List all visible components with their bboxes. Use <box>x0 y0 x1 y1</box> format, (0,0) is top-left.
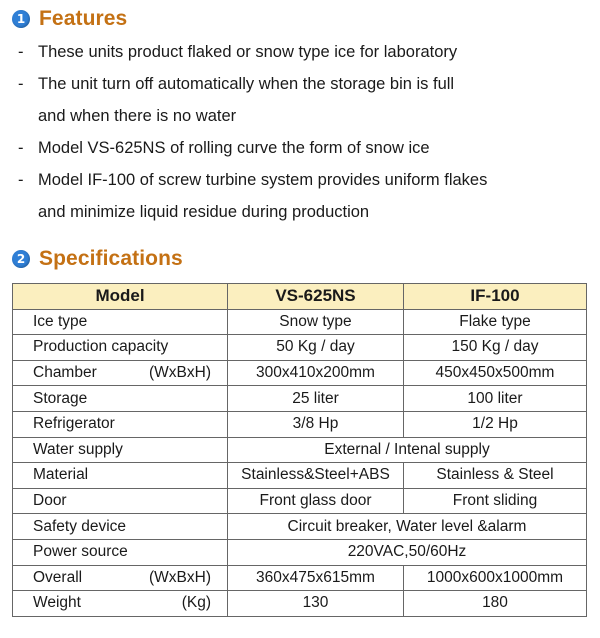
row-label-unit: (WxBxH) <box>149 364 211 382</box>
row-label: Refrigerator <box>13 411 228 437</box>
cell-if-100: 450x450x500mm <box>404 360 587 386</box>
cell-if-100: Front sliding <box>404 488 587 514</box>
list-item <box>18 132 593 164</box>
header-vs-625ns: VS-625NS <box>228 284 404 310</box>
row-label-text: Chamber <box>33 364 97 382</box>
cell-vs-625ns: 360x475x615mm <box>228 565 404 591</box>
cell-if-100: Flake type <box>404 309 587 335</box>
specifications-table <box>12 283 587 617</box>
feature-text-continued: and minimize liquid residue during production <box>38 203 370 221</box>
table-row <box>13 514 587 540</box>
bullet-dash: - <box>18 75 24 93</box>
table-row <box>13 309 587 335</box>
list-item <box>18 36 593 68</box>
features-heading <box>12 5 127 33</box>
row-label-unit: (Kg) <box>181 594 211 612</box>
table-row <box>13 463 587 489</box>
cell-shared: Circuit breaker, Water level &alarm <box>228 514 587 540</box>
row-label: Door <box>13 488 228 514</box>
row-label <box>13 591 228 617</box>
table-row <box>13 591 587 617</box>
cell-vs-625ns: 25 liter <box>228 386 404 412</box>
row-label: Ice type <box>13 309 228 335</box>
header-if-100: IF-100 <box>404 284 587 310</box>
feature-text: Model IF-100 of screw turbine system provides uniform flakes <box>38 171 488 189</box>
cell-vs-625ns: Snow type <box>228 309 404 335</box>
table-row <box>13 539 587 565</box>
cell-shared: External / Intenal supply <box>228 437 587 463</box>
bullet-dash: - <box>18 171 24 189</box>
cell-if-100: 1000x600x1000mm <box>404 565 587 591</box>
cell-shared: 220VAC,50/60Hz <box>228 539 587 565</box>
table-row <box>13 488 587 514</box>
specifications-heading <box>12 245 183 273</box>
table-row <box>13 386 587 412</box>
table-row <box>13 360 587 386</box>
row-label-unit: (WxBxH) <box>149 568 211 586</box>
list-item <box>18 164 593 228</box>
number-two-icon: 2 <box>12 250 30 268</box>
row-label <box>13 360 228 386</box>
cell-if-100: 180 <box>404 591 587 617</box>
row-label: Power source <box>13 539 228 565</box>
cell-vs-625ns: 130 <box>228 591 404 617</box>
row-label: Water supply <box>13 437 228 463</box>
feature-text: Model VS-625NS of rolling curve the form of snow ice <box>38 139 430 157</box>
row-label: Material <box>13 463 228 489</box>
row-label: Storage <box>13 386 228 412</box>
feature-text: The unit turn off automatically when the storage bin is full <box>38 75 455 93</box>
specifications-title: Specifications <box>39 247 183 270</box>
row-label <box>13 565 228 591</box>
bullet-dash: - <box>18 43 24 61</box>
cell-vs-625ns: 50 Kg / day <box>228 335 404 361</box>
table-row <box>13 437 587 463</box>
table-row <box>13 565 587 591</box>
feature-text: These units product flaked or snow type ice for laboratory <box>38 43 458 61</box>
feature-text-continued: and when there is no water <box>38 107 237 125</box>
cell-if-100: 1/2 Hp <box>404 411 587 437</box>
header-model: Model <box>13 284 228 310</box>
table-row <box>13 411 587 437</box>
row-label: Safety device <box>13 514 228 540</box>
features-title: Features <box>39 7 128 30</box>
row-label-text: Overall <box>33 568 83 586</box>
cell-vs-625ns: Front glass door <box>228 488 404 514</box>
number-one-icon: 1 <box>12 10 30 28</box>
table-row <box>13 335 587 361</box>
bullet-dash: - <box>18 139 24 157</box>
table-header-row <box>13 284 587 310</box>
cell-if-100: Stainless & Steel <box>404 463 587 489</box>
cell-if-100: 100 liter <box>404 386 587 412</box>
cell-vs-625ns: Stainless&Steel+ABS <box>228 463 404 489</box>
list-item <box>18 68 593 132</box>
cell-vs-625ns: 3/8 Hp <box>228 411 404 437</box>
row-label: Production capacity <box>13 335 228 361</box>
features-list <box>18 36 593 228</box>
row-label-text: Weight <box>33 594 81 612</box>
cell-vs-625ns: 300x410x200mm <box>228 360 404 386</box>
cell-if-100: 150 Kg / day <box>404 335 587 361</box>
